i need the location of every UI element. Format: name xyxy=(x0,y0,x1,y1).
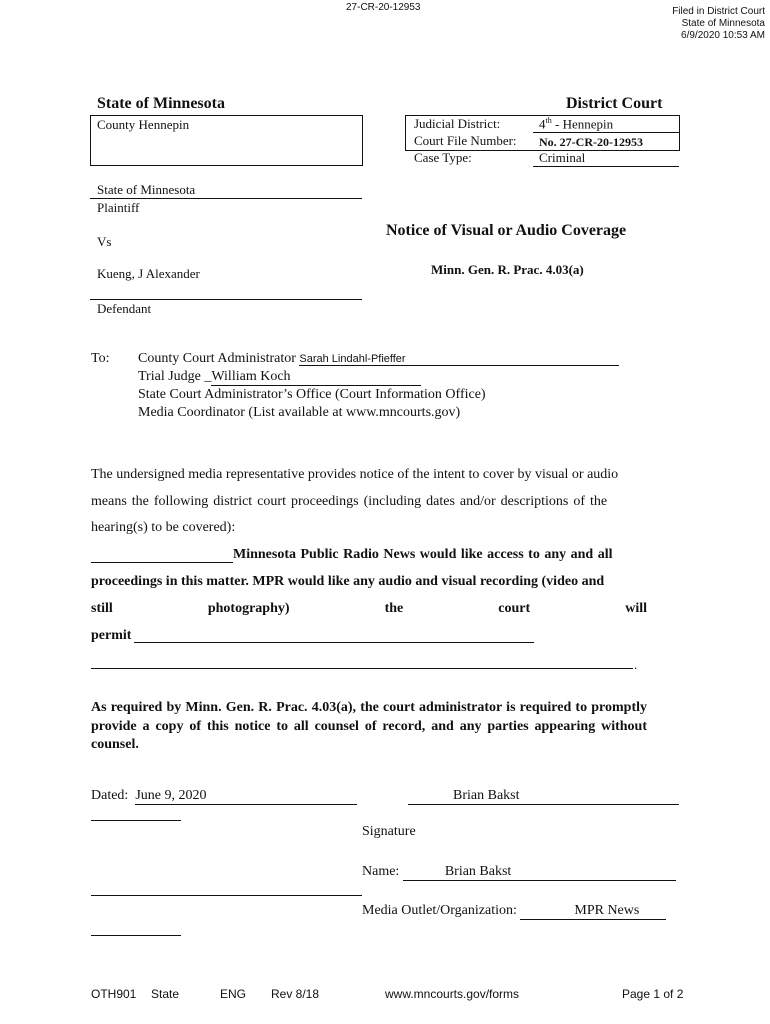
desc-word-2: photography) xyxy=(207,601,290,616)
to-label: To: xyxy=(91,351,110,366)
county-box xyxy=(90,115,363,166)
footer-language: ENG xyxy=(220,987,247,1001)
signature-value: Brian Bakst xyxy=(408,788,679,805)
to-line-media-coordinator: Media Coordinator (List available at www.mncourts.gov) xyxy=(138,405,461,420)
case-type-label: Case Type: xyxy=(414,150,472,165)
coverage-description-line-4: permit xyxy=(91,628,132,643)
dated-label: Dated: xyxy=(91,788,129,803)
filed-stamp-line-1: Filed in District Court xyxy=(672,6,765,17)
desc-word-4: court xyxy=(498,601,531,616)
defendant-label: Defendant xyxy=(97,301,152,316)
document-title: Notice of Visual or Audio Coverage xyxy=(386,222,627,239)
footer-forms-url: www.mncourts.gov/forms xyxy=(385,987,520,1001)
intro-line-1: The undersigned media representative provides notice of the intent to cover by visual or audio xyxy=(91,467,619,482)
filed-stamp-line-2: State of Minnesota xyxy=(681,18,765,29)
to-line-court-admin xyxy=(138,351,619,367)
court-heading: District Court xyxy=(566,95,663,112)
court-admin-name: Sarah Lindahl-Pfieffer xyxy=(299,353,619,366)
coverage-description-line-3 xyxy=(91,601,647,617)
footer-page-number: Page 1 of 2 xyxy=(622,987,684,1001)
file-number-value: No. 27-CR-20-12953 xyxy=(539,135,643,149)
outlet-value: MPR News xyxy=(520,903,666,920)
desc-word-1: still xyxy=(91,601,113,616)
filed-stamp xyxy=(672,6,765,42)
plaintiff-label: Plaintiff xyxy=(97,200,140,215)
judicial-district-value: 4th - Hennepin xyxy=(539,116,614,132)
outlet-label: Media Outlet/Organization: xyxy=(362,903,517,918)
name-field xyxy=(362,864,676,881)
footer-revision: Rev 8/18 xyxy=(271,987,320,1001)
versus-label: Vs xyxy=(97,234,112,249)
to-line-state-admin: State Court Administrator’s Office (Court Information Office) xyxy=(138,387,486,402)
outlet-field xyxy=(362,903,666,920)
judicial-district-label: Judicial District: xyxy=(414,116,501,131)
filed-stamp-line-3: 6/9/2020 10:53 AM xyxy=(681,30,765,41)
footer-form-id: OTH901 xyxy=(91,987,137,1001)
dated-value: June 9, 2020 xyxy=(135,788,357,805)
defendant-name: Kueng, J Alexander xyxy=(97,266,200,281)
name-label: Name: xyxy=(362,864,400,879)
county-label: County Hennepin xyxy=(97,117,190,132)
state-heading: State of Minnesota xyxy=(97,95,225,112)
desc-word-3: the xyxy=(384,601,404,616)
rule-citation: Minn. Gen. R. Prac. 4.03(a) xyxy=(431,262,584,277)
notice-paragraph: As required by Minn. Gen. R. Prac. 4.03(a), the court administrator is required to promptly provide a copy of this notice to all counsel of record, and any parties appearing without counsel. xyxy=(91,700,647,752)
to-line-judge-prefix: Trial Judge _ xyxy=(138,369,212,384)
coverage-description-line-1: Minnesota Public Radio News would like access to any and all xyxy=(233,547,613,562)
desc-word-5: will xyxy=(625,601,647,616)
judge-name: William Koch xyxy=(211,369,421,386)
footer-state: State xyxy=(151,987,180,1001)
name-value: Brian Bakst xyxy=(403,864,676,881)
blank-line-period: . xyxy=(634,657,638,672)
case-number-header: 27-CR-20-12953 xyxy=(346,2,421,13)
dated-field xyxy=(91,788,357,805)
intro-line-3: hearing(s) to be covered): xyxy=(91,520,236,535)
to-line-court-admin-prefix: County Court Administrator xyxy=(138,351,300,366)
to-line-judge xyxy=(138,369,421,386)
plaintiff-name: State of Minnesota xyxy=(97,182,196,197)
intro-line-2: means the following district court proceedings (including dates and/or descriptions of the xyxy=(91,494,608,509)
file-number-label: Court File Number: xyxy=(414,133,517,148)
signature-field xyxy=(408,788,679,805)
coverage-description-line-2: proceedings in this matter. MPR would like any audio and visual recording (video and xyxy=(91,574,605,589)
signature-label: Signature xyxy=(362,824,416,839)
case-type-value: Criminal xyxy=(539,150,586,165)
